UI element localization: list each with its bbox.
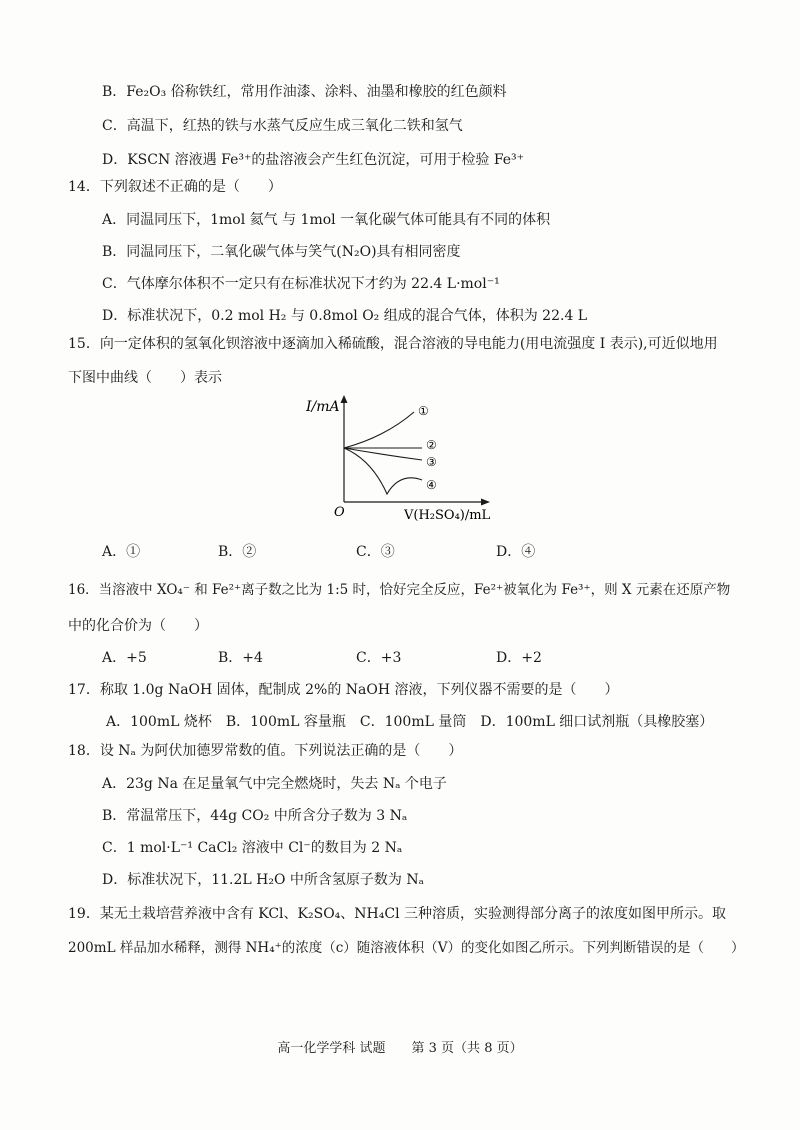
curve-4-label: ④	[426, 478, 437, 492]
q14-option-b: B．同温同压下，二氧化碳气体与笑气(N₂O)具有相同密度	[102, 244, 461, 260]
q15-stem-line2: 下图中曲线（ ）表示	[68, 370, 222, 386]
q17-options: A．100mL 烧杯 B．100mL 容量瓶 C．100mL 量筒 D．100mL 细口试剂瓶（具橡胶塞）	[106, 714, 714, 730]
q15-option-b: B．②	[218, 544, 257, 560]
q19-stem-line2: 200mL 样品加水稀释，测得 NH₄⁺的浓度（c）随溶液体积（V）的变化如图乙所示。下列判断错误的是（ ）	[68, 940, 745, 956]
q13-option-d: D．KSCN 溶液遇 Fe³⁺的盐溶液会产生红色沉淀，可用于检验 Fe³⁺	[102, 152, 525, 168]
curve-1-label: ①	[418, 404, 429, 418]
q18-option-c: C．1 mol·L⁻¹ CaCl₂ 溶液中 Cl⁻的数目为 2 Nₐ	[102, 840, 403, 856]
y-axis-arrow	[341, 395, 348, 403]
x-axis-label: V(H₂SO₄)/mL	[404, 508, 491, 523]
q14-stem: 14．下列叙述不正确的是（ ）	[68, 179, 282, 195]
q14-option-d: D．标准状况下，0.2 mol H₂ 与 0.8mol O₂ 组成的混合气体，体积为 22.4 L	[102, 308, 588, 324]
q16-option-d: D．+2	[496, 650, 542, 666]
q19-stem-line1: 19．某无土栽培营养液中含有 KCl、K₂SO₄、NH₄Cl 三种溶质，实验测得部分离子的浓度如图甲所示。取	[68, 906, 726, 922]
q18-stem: 18．设 Nₐ 为阿伏加德罗常数的值。下列说法正确的是（ ）	[68, 743, 463, 759]
q15-option-c: C．③	[356, 544, 395, 560]
q15-stem-line1: 15．向一定体积的氢氧化钡溶液中逐滴加入稀硫酸，混合溶液的导电能力(用电流强度 I 表示),可近似地用	[68, 336, 718, 352]
origin-label: O	[334, 505, 345, 520]
q16-option-b: B．+4	[218, 650, 263, 666]
curve-2-label: ②	[426, 438, 437, 452]
q15-option-d: D．④	[496, 544, 536, 560]
q14-option-a: A．同温同压下，1mol 氦气 与 1mol 一氧化碳气体可能具有不同的体积	[102, 212, 551, 228]
q16-option-c: C．+3	[356, 650, 402, 666]
y-axis-label: I/mA	[306, 399, 340, 415]
q14-option-c: C．气体摩尔体积不一定只有在标准状况下才约为 22.4 L·mol⁻¹	[102, 276, 500, 292]
q13-option-c: C．高温下，红热的铁与水蒸气反应生成三氧化二铁和氢气	[102, 118, 463, 134]
page-footer: 高一化学学科 试题 第 3 页（共 8 页）	[277, 1041, 523, 1056]
q15-option-a: A．①	[102, 544, 141, 560]
curve-1	[344, 412, 414, 448]
q16-stem-line2: 中的化合价为（ ）	[68, 618, 208, 634]
q13-option-b: B．Fe₂O₃ 俗称铁红，常用作油漆、涂料、油墨和橡胶的红色颜料	[102, 84, 507, 100]
x-axis-arrow	[481, 499, 490, 506]
curve-3-label: ③	[426, 455, 437, 469]
q16-option-a: A．+5	[102, 650, 147, 666]
q18-option-b: B．常温常压下，44g CO₂ 中所含分子数为 3 Nₐ	[102, 808, 408, 824]
conductivity-graph	[300, 392, 510, 527]
q18-option-a: A．23g Na 在足量氧气中完全燃烧时，失去 Nₐ 个电子	[102, 776, 447, 792]
q18-option-d: D．标准状况下，11.2L H₂O 中所含氢原子数为 Nₐ	[102, 872, 424, 888]
q16-stem-line1: 16．当溶液中 XO₄⁻ 和 Fe²⁺离子数之比为 1:5 时，恰好完全反应，Fe²⁺被氧化为 Fe³⁺，则 X 元素在还原产物	[68, 582, 731, 598]
q17-stem: 17．称取 1.0g NaOH 固体，配制成 2%的 NaOH 溶液，下列仪器不需要的是（ ）	[68, 682, 619, 698]
